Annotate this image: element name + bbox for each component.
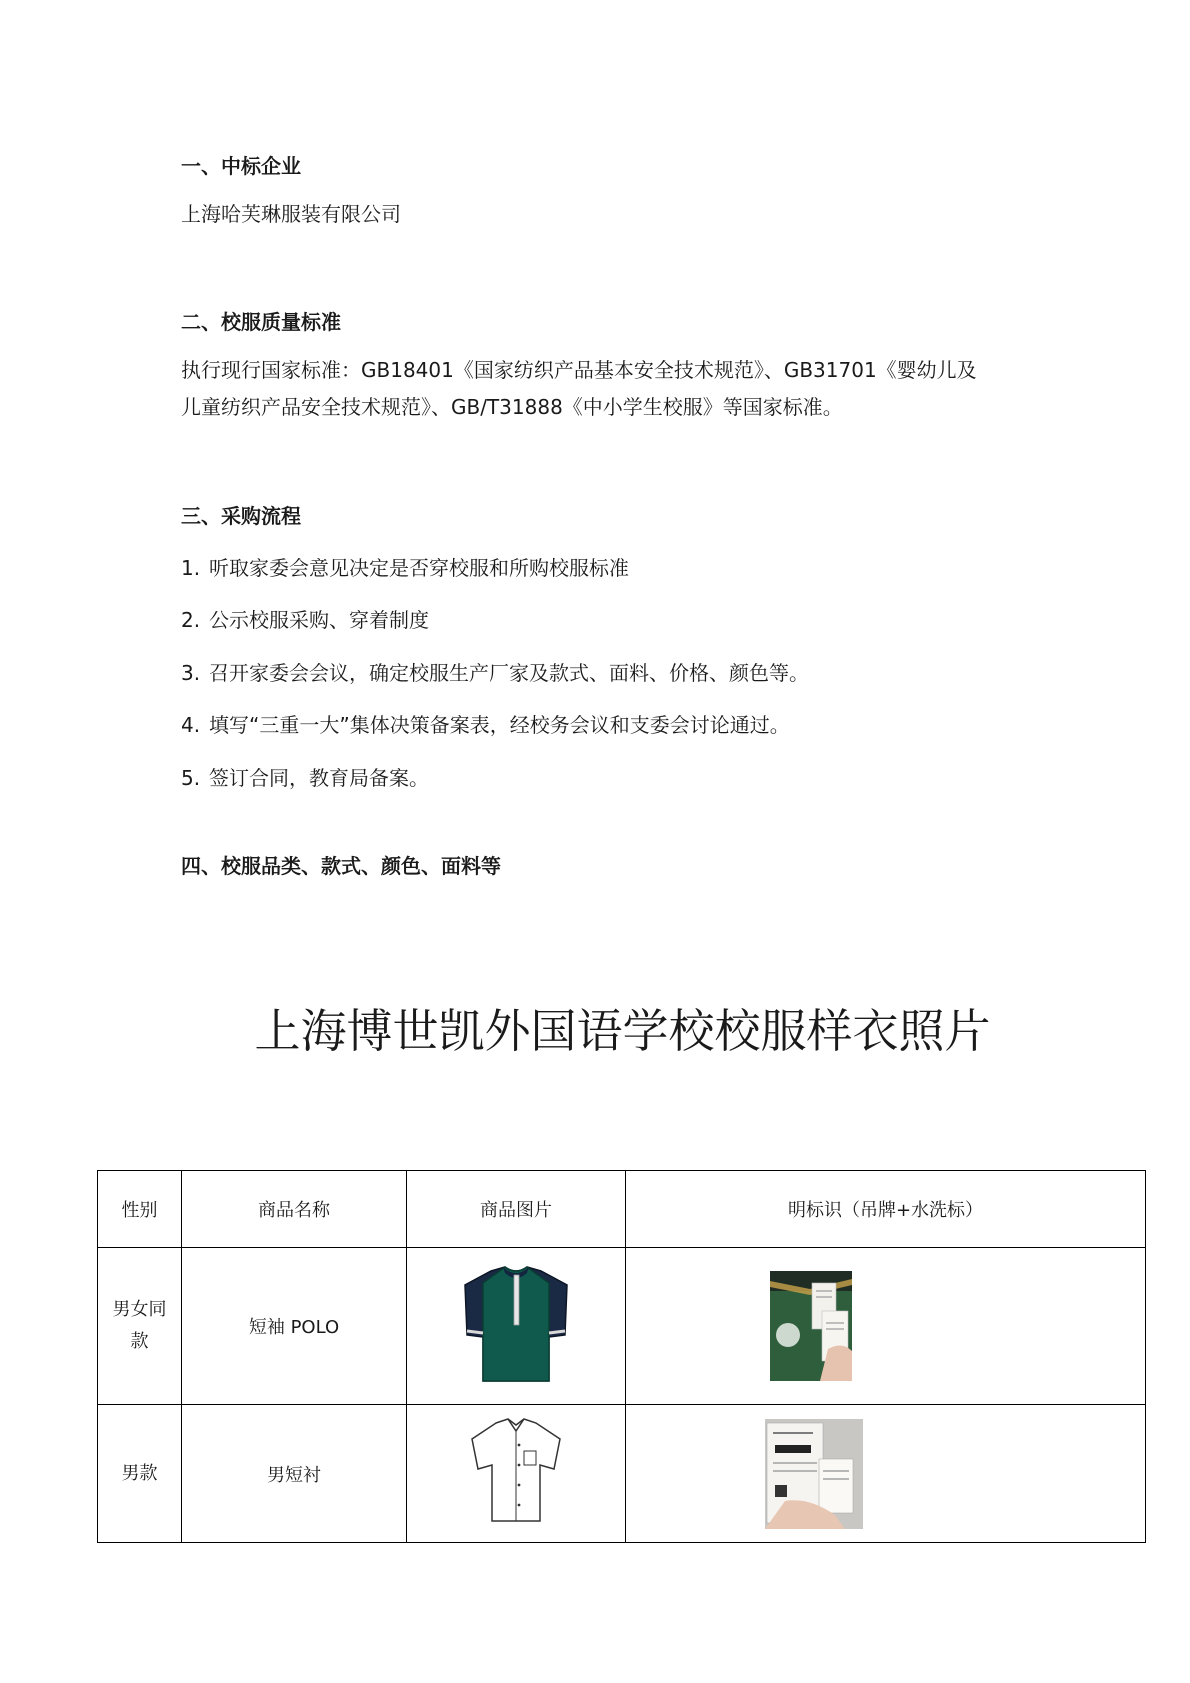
header-gender: 性别: [98, 1171, 182, 1248]
header-product-name: 商品名称: [182, 1171, 407, 1248]
item-text: 填写“三重一大”集体决策备案表，经校务会议和支委会讨论通过。: [209, 713, 790, 737]
item-text: 公示校服采购、穿着制度: [209, 608, 429, 632]
procedure-item: [181, 604, 429, 633]
product-name-cell: 短袖 POLO: [182, 1248, 407, 1405]
standards-line-2: 儿童纺织产品安全技术规范》、GB/T31888《中小学生校服》等国家标准。: [181, 395, 843, 419]
table-row: [98, 1248, 1146, 1405]
item-text: 签订合同，教育局备案。: [209, 766, 429, 790]
item-number: 2.: [181, 608, 201, 632]
section-1-heading: 一、中标企业: [181, 154, 301, 178]
procedure-item: [181, 657, 809, 686]
item-number: 5.: [181, 766, 201, 790]
polo-shirt-image: [461, 1263, 571, 1385]
gender-text: 男款: [121, 1462, 158, 1484]
item-number: 4.: [181, 713, 201, 737]
section-2-heading: 二、校服质量标准: [181, 310, 341, 334]
table-header-row: [98, 1171, 1146, 1248]
procedure-item: [181, 709, 790, 738]
header-label: 明标识（吊牌+水洗标）: [626, 1171, 1146, 1248]
standards-line-1: 执行现行国家标准：GB18401《国家纺织产品基本安全技术规范》、GB31701《婴幼儿及: [181, 358, 977, 382]
item-number: 3.: [181, 661, 201, 685]
product-name-cell: 男短衬: [182, 1405, 407, 1543]
section-3-heading: 三、采购流程: [181, 504, 301, 528]
item-number: 1.: [181, 556, 201, 580]
label-photo-cell: [626, 1405, 1146, 1543]
product-image-cell: [407, 1405, 626, 1543]
procedure-item: [181, 762, 429, 791]
gender-cell: [98, 1405, 182, 1543]
gender-cell: [98, 1248, 182, 1405]
short-sleeve-shirt-image: [468, 1415, 564, 1527]
wash-label-photo: [765, 1419, 863, 1529]
product-image-cell: [407, 1248, 626, 1405]
section-4-heading: 四、校服品类、款式、颜色、面料等: [181, 854, 501, 878]
gender-text: 男女同款: [112, 1299, 167, 1352]
hang-tag-photo: [770, 1271, 852, 1381]
item-text: 召开家委会会议，确定校服生产厂家及款式、面料、价格、颜色等。: [209, 661, 809, 685]
winning-company: 上海哈芙琳服装有限公司: [181, 202, 401, 226]
table-row: [98, 1405, 1146, 1543]
uniform-table: [97, 1170, 1146, 1543]
procedure-item: [181, 552, 629, 581]
item-text: 听取家委会意见决定是否穿校服和所购校服标准: [209, 556, 629, 580]
header-product-image: 商品图片: [407, 1171, 626, 1248]
document-title: 上海博世凯外国语学校校服样衣照片: [254, 1004, 991, 1058]
label-photo-cell: [626, 1248, 1146, 1405]
